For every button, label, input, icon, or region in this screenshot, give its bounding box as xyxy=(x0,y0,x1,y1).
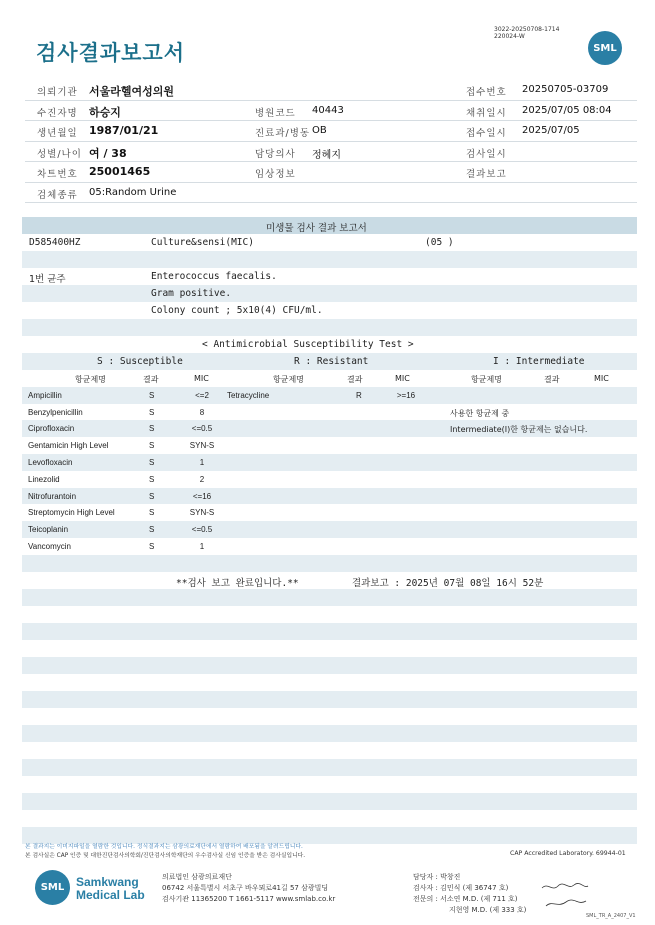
drug-result: S xyxy=(149,508,155,518)
info-value: 서울라헬여성의원 xyxy=(89,85,175,98)
staff-line: 검사자 : 김민식 (제 36747 호) xyxy=(413,884,509,892)
report-code-1: 3022-20250708-1714 xyxy=(494,26,560,33)
info-label: 진료과/병동 xyxy=(255,128,311,139)
legend-resistant: R : Resistant xyxy=(294,356,369,367)
table-row xyxy=(22,404,637,421)
blank-band xyxy=(22,319,637,336)
blank-band xyxy=(22,674,637,691)
info-value: 05:Random Urine xyxy=(89,186,177,198)
info-label: 접수일시 xyxy=(466,128,507,139)
drug-name: Vancomycin xyxy=(28,541,71,551)
drug-mic: 1 xyxy=(199,541,205,551)
table-row xyxy=(22,488,637,505)
drug-mic: >=16 xyxy=(396,390,416,400)
drug-name: Streptomycin High Level xyxy=(28,508,115,518)
blank-band xyxy=(22,657,637,674)
staff-list xyxy=(413,872,526,916)
blank-band xyxy=(22,759,637,776)
table-row xyxy=(22,437,637,454)
info-label: 결과보고 xyxy=(466,169,507,180)
col-mic: MIC xyxy=(594,374,609,383)
blank-band xyxy=(22,742,637,759)
blank-band xyxy=(22,776,637,793)
info-value: 1987/01/21 xyxy=(89,124,159,137)
section-title-band xyxy=(22,217,637,234)
blank-band xyxy=(22,640,637,657)
organism-label: 1번 균주 xyxy=(29,274,66,285)
info-label: 차트번호 xyxy=(37,169,78,180)
blank-band xyxy=(22,555,637,572)
info-value: 정혜지 xyxy=(312,149,341,161)
footer-accreditation: 본 검사실은 CAP 인증 및 대한진단검사의학회/진단검사의학재단의 우수검사실 신임 인증을 받은 검사실입니다. xyxy=(25,853,306,859)
blank-band xyxy=(22,793,637,810)
info-row xyxy=(25,80,637,101)
table-row xyxy=(22,387,637,404)
blank-band xyxy=(22,725,637,742)
blank-band xyxy=(22,810,637,827)
info-label: 접수번호 xyxy=(466,87,507,98)
drug-mic: <=0.5 xyxy=(191,424,213,434)
note-text: Intermediate(I)한 항균제는 없습니다. xyxy=(450,425,588,435)
sml-logo-icon xyxy=(588,31,622,65)
info-row xyxy=(25,162,637,183)
table-row xyxy=(22,420,637,437)
blank-band xyxy=(22,589,637,606)
info-label: 검체종류 xyxy=(37,189,78,201)
info-label: 생년월일 xyxy=(37,128,78,139)
info-label: 검사일시 xyxy=(466,148,507,160)
col-result: 결과 xyxy=(143,375,159,384)
drug-name: Ciprofloxacin xyxy=(28,424,75,434)
logo-text: SML xyxy=(40,882,65,893)
drug-mic: <=16 xyxy=(192,491,212,501)
drug-result: R xyxy=(356,390,362,400)
table-row xyxy=(22,521,637,538)
column-header-row xyxy=(22,370,637,387)
drug-result: S xyxy=(149,424,155,434)
logo-text: SML xyxy=(593,42,617,54)
sml-logo-icon xyxy=(35,870,70,905)
col-drug: 항균제명 xyxy=(75,375,106,384)
blank-band xyxy=(22,623,637,640)
org-address: 06742 서울특별시 서초구 바우뫼로41길 57 삼광빌딩 xyxy=(162,884,329,892)
ast-title: < Antimicrobial Susceptibility Test > xyxy=(202,339,414,350)
info-value: 하승지 xyxy=(89,105,121,119)
test-row xyxy=(22,234,637,251)
blank-band xyxy=(22,708,637,725)
drug-result: S xyxy=(149,441,155,451)
info-label: 수진자명 xyxy=(37,107,78,119)
organization-info xyxy=(162,872,335,905)
drug-result: S xyxy=(149,457,155,467)
organism-row-3 xyxy=(22,302,637,319)
staff-line: 지현영 M.D. (제 333 호) xyxy=(449,906,527,914)
completion-row xyxy=(22,572,637,589)
blank-band xyxy=(22,606,637,623)
signature-icon xyxy=(540,880,590,910)
patient-info-table xyxy=(25,80,637,203)
info-label: 의뢰기관 xyxy=(37,87,78,98)
report-code-2: 220024-W xyxy=(494,33,525,40)
brand-name xyxy=(76,876,145,902)
drug-result: S xyxy=(149,390,155,400)
blank-band xyxy=(22,691,637,708)
drug-mic: 2 xyxy=(199,474,205,484)
info-label: 담당의사 xyxy=(255,148,296,160)
col-drug: 항균제명 xyxy=(273,375,304,384)
drug-result: S xyxy=(149,525,155,535)
drug-mic: SYN-S xyxy=(189,508,215,518)
info-value: 25001465 xyxy=(89,165,151,178)
org-name: 의료법인 삼광의료재단 xyxy=(162,873,232,881)
organism-line: Gram positive. xyxy=(151,288,232,299)
drug-name: Gentamicin High Level xyxy=(28,441,109,451)
organism-row-1 xyxy=(22,268,637,285)
info-value: 20250705-03709 xyxy=(522,84,609,95)
legend-susceptible: S : Susceptible xyxy=(97,356,183,367)
col-result: 결과 xyxy=(544,375,560,384)
drug-name: Linezolid xyxy=(28,474,60,484)
drug-result: S xyxy=(149,491,155,501)
org-contact: 검사기관 11365200 T 1661-5117 www.smlab.co.kr xyxy=(162,895,336,903)
drug-name: Ampicillin xyxy=(28,390,62,400)
info-value: 40443 xyxy=(312,104,344,116)
microbiology-report xyxy=(22,217,637,844)
brand-line: Medical Lab xyxy=(76,888,145,902)
drug-name: Nitrofurantoin xyxy=(28,491,77,501)
blank-band xyxy=(22,251,637,268)
table-row xyxy=(22,504,637,521)
info-row xyxy=(25,101,637,122)
drug-mic: <=0.5 xyxy=(191,525,213,535)
drug-mic: SYN-S xyxy=(189,441,215,451)
info-row xyxy=(25,142,637,163)
info-label: 병원코드 xyxy=(255,107,296,119)
test-name: Culture&sensi(MIC) xyxy=(151,237,254,248)
col-result: 결과 xyxy=(347,375,363,384)
ast-title-row xyxy=(22,336,637,353)
organism-line: Enterococcus faecalis. xyxy=(151,271,277,282)
organism-line: Colony count ; 5x10(4) CFU/ml. xyxy=(151,305,323,316)
drug-name: Tetracycline xyxy=(227,390,270,400)
col-drug: 항균제명 xyxy=(471,375,502,384)
report-time: 결과보고 : 2025년 07월 08일 16시 52분 xyxy=(352,577,544,589)
info-label: 채취일시 xyxy=(466,107,507,119)
report-codes xyxy=(494,26,559,40)
drug-mic: 8 xyxy=(199,407,205,417)
table-row xyxy=(22,471,637,488)
legend-row xyxy=(22,353,637,370)
info-value: 여 / 38 xyxy=(89,146,127,160)
table-row xyxy=(22,538,637,555)
info-row xyxy=(25,183,637,204)
info-label: 성별/나이 xyxy=(37,148,82,160)
col-mic: MIC xyxy=(194,374,209,383)
staff-line: 전문의 : 서소연 M.D. (제 711 호) xyxy=(413,895,518,903)
page-title: 검사결과보고서 xyxy=(36,41,186,65)
info-value: 2025/07/05 xyxy=(522,125,580,136)
drug-name: Teicoplanin xyxy=(28,525,69,535)
drug-mic: 1 xyxy=(199,457,205,467)
drug-result: S xyxy=(149,407,155,417)
organism-row-2 xyxy=(22,285,637,302)
drug-mic: <=2 xyxy=(195,390,209,400)
empty-bands xyxy=(22,589,637,844)
test-number: (05 ) xyxy=(425,237,454,248)
brand-line: Samkwang xyxy=(76,875,139,889)
info-label: 임상정보 xyxy=(255,169,296,180)
info-value: OB xyxy=(312,125,327,136)
col-mic: MIC xyxy=(395,374,410,383)
antibiotic-table xyxy=(22,387,637,555)
drug-name: Benzylpenicillin xyxy=(28,407,83,417)
info-row xyxy=(25,121,637,142)
note-text: 사용한 항균제 중 xyxy=(450,408,510,418)
info-value: 2025/07/05 08:04 xyxy=(522,104,612,116)
drug-name: Levofloxacin xyxy=(28,457,73,467)
drug-result: S xyxy=(149,474,155,484)
legend-intermediate: I : Intermediate xyxy=(493,356,585,367)
cap-accreditation: CAP Accredited Laboratory. 69944-01 xyxy=(510,850,626,857)
footer-disclaimer: 본 결과지는 이미지파일을 열람한 것입니다. 정식결과지는 삼광의료재단에서 열람하여 배포됨을 알려드립니다. xyxy=(25,844,303,850)
test-code: D585400HZ xyxy=(29,237,81,248)
drug-result: S xyxy=(149,541,155,551)
staff-line: 담당자 : 박창진 xyxy=(413,873,461,881)
table-row xyxy=(22,454,637,471)
section-title: 미생물 검사 결과 보고서 xyxy=(266,223,367,234)
form-code: SML_TR_A_2407_V1 xyxy=(586,913,636,919)
report-complete-text: **검사 보고 완료입니다.** xyxy=(176,577,299,589)
